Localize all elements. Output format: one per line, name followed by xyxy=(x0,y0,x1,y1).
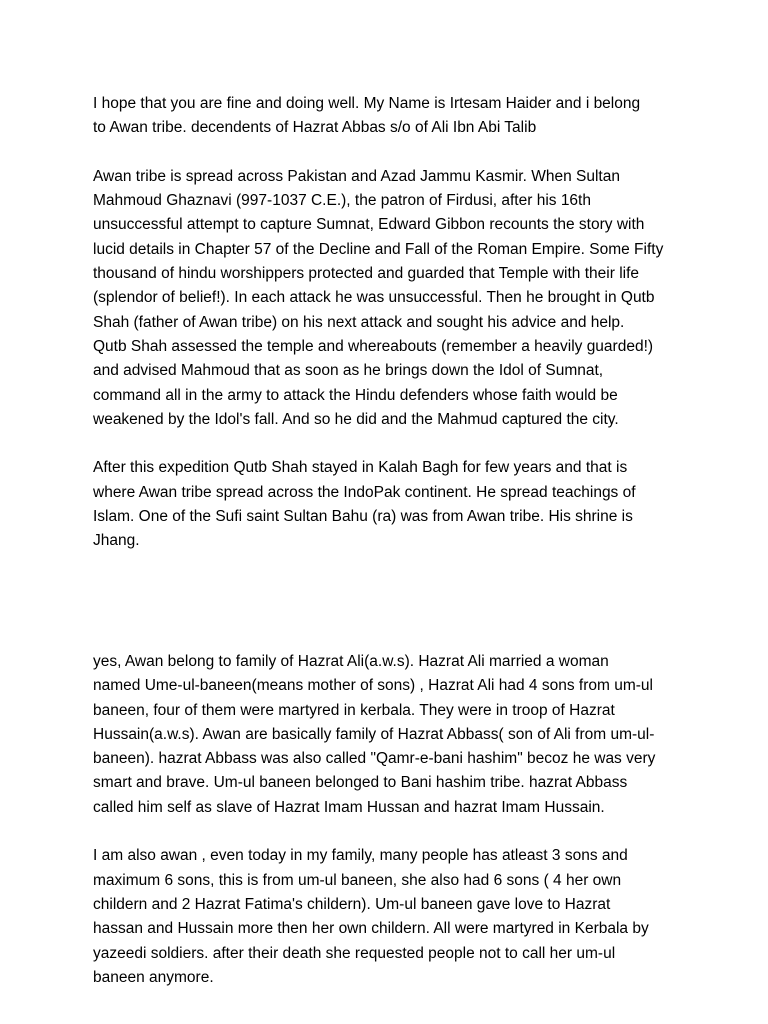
text-line: unsuccessful attempt to capture Sumnat, Edward Gibbon recounts the story with xyxy=(93,216,645,234)
paragraph-family-of-ali xyxy=(93,650,693,820)
text-line: I am also awan , even today in my family, many people has atleast 3 sons and xyxy=(93,847,628,865)
paragraph-personal-note xyxy=(93,844,693,990)
document-body xyxy=(93,92,693,1014)
text-line: command all in the army to attack the Hindu defenders whose faith would be xyxy=(93,386,618,404)
text-line: baneen anymore. xyxy=(93,968,214,986)
paragraph-awan-history xyxy=(93,165,693,432)
text-line: named Ume-ul-baneen(means mother of sons) , Hazrat Ali had 4 sons from um-ul xyxy=(93,677,653,695)
text-line: childern and 2 Hazrat Fatima's childern). Um-ul baneen gave love to Hazrat xyxy=(93,895,611,913)
text-line: lucid details in Chapter 57 of the Decline and Fall of the Roman Empire. Some Fifty xyxy=(93,240,664,258)
text-line: After this expedition Qutb Shah stayed in Kalah Bagh for few years and that is xyxy=(93,459,628,477)
paragraph-expedition xyxy=(93,456,693,553)
text-line: I hope that you are fine and doing well. My Name is Irtesam Haider and i belong xyxy=(93,95,641,112)
text-line: Qutb Shah assessed the temple and whereabouts (remember a heavily guarded!) xyxy=(93,337,654,355)
text-line: to Awan tribe. decendents of Hazrat Abbas s/o of Ali Ibn Abi Talib xyxy=(93,119,537,137)
text-line: hassan and Hussain more then her own childern. All were martyred in Kerbala by xyxy=(93,920,649,938)
text-line: Awan tribe is spread across Pakistan and Azad Jammu Kasmir. When Sultan xyxy=(93,167,620,185)
text-line: baneen, four of them were martyred in kerbala. They were in troop of Hazrat xyxy=(93,701,615,719)
text-line: where Awan tribe spread across the IndoPak continent. He spread teachings of xyxy=(93,483,636,501)
text-line: Shah (father of Awan tribe) on his next attack and sought his advice and help. xyxy=(93,313,625,331)
text-line: Jhang. xyxy=(93,532,140,550)
text-line: called him self as slave of Hazrat Imam Hussan and hazrat Imam Hussain. xyxy=(93,798,605,816)
text-line: yazeedi soldiers. after their death she requested people not to call her um-ul xyxy=(93,944,616,962)
text-line: Islam. One of the Sufi saint Sultan Bahu (ra) was from Awan tribe. His shrine is xyxy=(93,508,633,526)
text-line: Mahmoud Ghaznavi (997-1037 C.E.), the patron of Firdusi, after his 16th xyxy=(93,192,591,210)
text-line: weakened by the Idol's fall. And so he did and the Mahmud captured the city. xyxy=(93,410,619,428)
paragraph-spacer xyxy=(93,578,693,650)
text-line: yes, Awan belong to family of Hazrat Ali(a.w.s). Hazrat Ali married a woman xyxy=(93,652,609,670)
text-line: and advised Mahmoud that as soon as he brings down the Idol of Sumnat, xyxy=(93,362,604,380)
text-line: baneen). hazrat Abbass was also called "Qamr-e-bani hashim" becoz he was very xyxy=(93,750,656,768)
text-line: thousand of hindu worshippers protected and guarded that Temple with their life xyxy=(93,265,640,283)
text-line: Hussain(a.w.s). Awan are basically family of Hazrat Abbass( son of Ali from um-ul- xyxy=(93,725,655,743)
text-line: (splendor of belief!). In each attack he was unsuccessful. Then he brought in Qutb xyxy=(93,289,655,307)
text-line: maximum 6 sons, this is from um-ul baneen, she also had 6 sons ( 4 her own xyxy=(93,871,622,889)
paragraph-introduction xyxy=(93,92,693,141)
text-line: smart and brave. Um-ul baneen belonged to Bani hashim tribe. hazrat Abbass xyxy=(93,774,628,792)
